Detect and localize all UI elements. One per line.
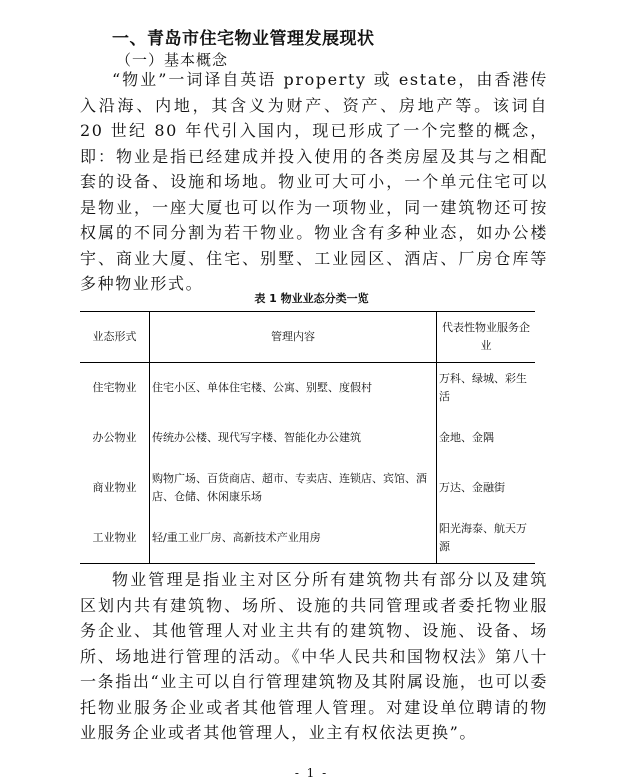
header-type: 业态形式: [80, 312, 150, 363]
table-row: [80, 513, 535, 564]
section-heading: 一、青岛市住宅物业管理发展现状: [112, 29, 375, 49]
table-header-row: [80, 312, 535, 363]
cell-type: 住宅物业: [80, 363, 150, 414]
header-content: 管理内容: [150, 312, 437, 363]
cell-type: 商业物业: [80, 463, 150, 513]
header-companies: 代表性物业服务企业: [437, 312, 536, 363]
table-caption: 表 1 物业业态分类一览: [254, 292, 369, 305]
cell-companies: 金地、金隅: [439, 431, 494, 444]
cell-companies: 万达、金融街: [439, 481, 505, 494]
paragraph-definition: “物业”一词译自英语 property 或 estate，由香港传入沿海、内地，其含义为财产、资产、房地产等。该词自 20 世纪 80 年代引入国内，现已形成了一个完整的概念，即：物业是指已经建成并投入使用的各类房屋及其与之相配套的设备、设施和场地。物业可大可小，一个单元住宅可以是物业，一座大厦也可以作为一项物业，同一建筑物还可按权属的不同分割为若干物业。物业含有多种业态，如办公楼宇、商业大厦、住宅、别墅、工业园区、酒店、厂房仓库等多种物业形式。: [80, 70, 548, 293]
page-number: - 1 -: [294, 766, 329, 780]
cell-companies: 阳光海泰、航天万源: [437, 513, 536, 564]
table-row: [80, 413, 535, 463]
property-type-table: [80, 311, 535, 564]
cell-content: 传统办公楼、现代写字楼、智能化办公建筑: [150, 413, 437, 463]
subsection-heading: （一）基本概念: [116, 51, 229, 69]
cell-type: 办公物业: [80, 413, 150, 463]
cell-content: 购物广场、百货商店、超市、专卖店、连锁店、宾馆、酒店、仓储、休闲康乐场: [150, 463, 437, 513]
cell-content: 住宅小区、单体住宅楼、公寓、别墅、度假村: [150, 363, 437, 414]
table-row: [80, 463, 535, 513]
cell-companies: 万科、绿城、彩生活: [439, 372, 527, 403]
cell-type: 工业物业: [80, 513, 150, 564]
cell-content: 轻/重工业厂房、高新技术产业用房: [150, 513, 437, 564]
paragraph-management: 物业管理是指业主对区分所有建筑物共有部分以及建筑区划内共有建筑物、场所、设施的共同管理或者委托物业服务企业、其他管理人对业主共有的建筑物、设施、设备、场所、场地进行管理的活动。《中华人民共和国物权法》第八十一条指出“业主可以自行管理建筑物及其附属设施，也可以委托物业服务企业或者其他管理人管理。对建设单位聘请的物业服务企业或者其他管理人，业主有权依法更换”。: [80, 570, 548, 742]
table-row: [80, 363, 535, 414]
